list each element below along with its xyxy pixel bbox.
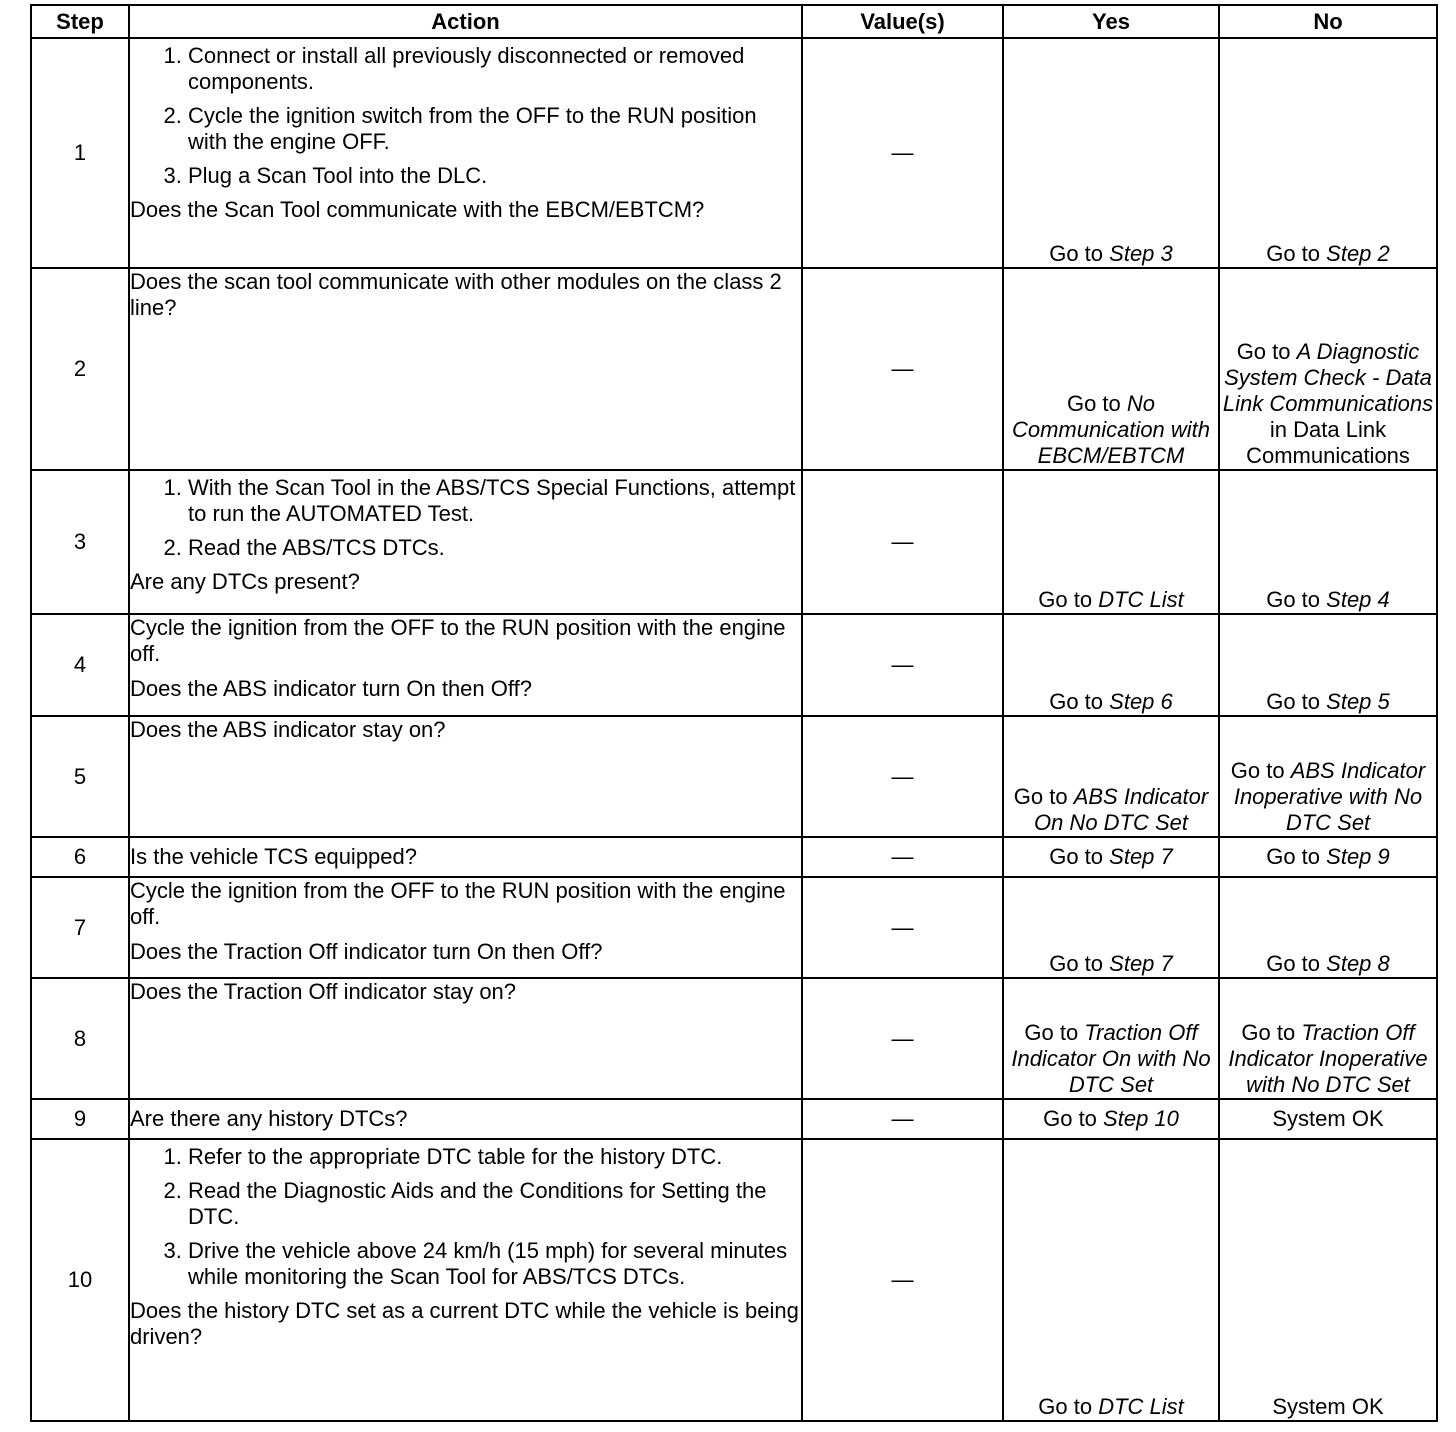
goto-label: Go to <box>1266 689 1321 714</box>
action-question: Is the vehicle TCS equipped? <box>130 844 417 869</box>
step-number: 2 <box>31 268 129 470</box>
goto-label: Go to <box>1066 391 1121 416</box>
yes-cell <box>1003 877 1219 978</box>
action-list <box>130 43 801 189</box>
action-item: 2. Cycle the ignition switch from the OFF to the RUN position with the engine OFF. <box>188 103 801 155</box>
yes-target: Step 10 <box>1103 1106 1179 1131</box>
step-number: 1 <box>31 38 129 268</box>
goto-label: Go to <box>1049 844 1104 869</box>
no-cell <box>1219 38 1437 268</box>
yes-cell <box>1003 268 1219 470</box>
table-row <box>31 1139 1437 1421</box>
action-lead: Cycle the ignition from the OFF to the RUN position with the engine off. <box>130 878 786 929</box>
action-item: 3. Drive the vehicle above 24 km/h (15 mph) for several minutes while monitoring the Scan Tool for ABS/TCS DTCs. <box>188 1238 801 1290</box>
yes-cell <box>1003 837 1219 877</box>
action-item: 1. Refer to the appropriate DTC table for the history DTC. <box>188 1144 801 1170</box>
no-cell: System OK <box>1219 1139 1437 1421</box>
value-cell: — <box>802 837 1003 877</box>
no-cell <box>1219 268 1437 470</box>
no-target: Step 4 <box>1326 587 1390 612</box>
no-target: Step 9 <box>1326 844 1390 869</box>
action-list <box>130 475 801 561</box>
step-number: 5 <box>31 716 129 837</box>
action-question: Does the history DTC set as a current DTC while the vehicle is being driven? <box>130 1298 799 1349</box>
action-cell <box>129 877 802 978</box>
table-row <box>31 614 1437 716</box>
diagnostic-table <box>30 4 1438 1422</box>
yes-cell <box>1003 470 1219 614</box>
step-number: 8 <box>31 978 129 1099</box>
action-question: Does the Traction Off indicator stay on? <box>130 979 517 1004</box>
header-row <box>31 5 1437 38</box>
no-target: ABS Indicator Inoperative with No DTC Set <box>1233 758 1426 835</box>
yes-cell <box>1003 1139 1219 1421</box>
no-target: A Diagnostic System Check - Data Link Communications <box>1222 339 1434 416</box>
header-no: No <box>1219 5 1437 38</box>
goto-label: Go to <box>1043 1106 1097 1131</box>
value-cell: — <box>802 268 1003 470</box>
goto-label: Go to <box>1266 951 1321 976</box>
goto-label: Go to <box>1049 689 1104 714</box>
goto-label: Go to <box>1266 587 1321 612</box>
step-number: 7 <box>31 877 129 978</box>
action-cell <box>129 268 802 470</box>
no-target: Step 2 <box>1326 241 1390 266</box>
action-cell <box>129 978 802 1099</box>
yes-target: No Communication with EBCM/EBTCM <box>1011 391 1211 468</box>
goto-label: Go to <box>1266 844 1321 869</box>
no-suffix: in Data Link Communications <box>1246 417 1410 468</box>
value-cell: — <box>802 470 1003 614</box>
yes-cell <box>1003 614 1219 716</box>
value-cell: — <box>802 38 1003 268</box>
goto-label: Go to <box>1038 587 1093 612</box>
action-item: 2. Read the Diagnostic Aids and the Conditions for Setting the DTC. <box>188 1178 801 1230</box>
goto-label: Go to <box>1266 241 1321 266</box>
action-item: 3. Plug a Scan Tool into the DLC. <box>188 163 801 189</box>
action-question: Are any DTCs present? <box>130 569 360 594</box>
step-number: 9 <box>31 1099 129 1139</box>
no-cell: System OK <box>1219 1099 1437 1139</box>
no-cell <box>1219 877 1437 978</box>
yes-target: Step 7 <box>1109 844 1173 869</box>
table-row <box>31 837 1437 877</box>
yes-target: ABS Indicator On No DTC Set <box>1033 784 1209 835</box>
yes-cell <box>1003 716 1219 837</box>
table-row <box>31 978 1437 1099</box>
yes-target: Step 6 <box>1109 689 1173 714</box>
goto-label: Go to <box>1038 1394 1093 1419</box>
no-target: Step 5 <box>1326 689 1390 714</box>
action-cell <box>129 1139 802 1421</box>
action-cell <box>129 837 802 877</box>
table-row <box>31 38 1437 268</box>
action-question: Does the scan tool communicate with other modules on the class 2 line? <box>130 269 782 320</box>
no-target: Traction Off Indicator Inoperative with No DTC Set <box>1228 1020 1428 1097</box>
yes-cell <box>1003 1099 1219 1139</box>
value-cell: — <box>802 614 1003 716</box>
no-cell <box>1219 614 1437 716</box>
action-cell <box>129 716 802 837</box>
step-number: 3 <box>31 470 129 614</box>
step-number: 4 <box>31 614 129 716</box>
action-question: Are there any history DTCs? <box>130 1106 408 1131</box>
goto-label: Go to <box>1236 339 1291 364</box>
action-question: Does the Traction Off indicator turn On then Off? <box>130 939 603 964</box>
action-question: Does the ABS indicator stay on? <box>130 717 446 742</box>
value-cell: — <box>802 877 1003 978</box>
yes-cell <box>1003 38 1219 268</box>
goto-label: Go to <box>1049 241 1104 266</box>
action-item: 1. Connect or install all previously disconnected or removed components. <box>188 43 801 95</box>
header-values: Value(s) <box>802 5 1003 38</box>
action-list <box>130 1144 801 1290</box>
table-row <box>31 470 1437 614</box>
goto-label: Go to <box>1241 1020 1296 1045</box>
table-row <box>31 1099 1437 1139</box>
action-cell <box>129 38 802 268</box>
goto-label: Go to <box>1230 758 1285 783</box>
yes-target: DTC List <box>1098 1394 1184 1419</box>
yes-target: Traction Off Indicator On with No DTC Set <box>1011 1020 1211 1097</box>
yes-cell <box>1003 978 1219 1099</box>
table-row <box>31 877 1437 978</box>
action-lead: Cycle the ignition from the OFF to the RUN position with the engine off. <box>130 615 786 666</box>
step-number: 10 <box>31 1139 129 1421</box>
goto-label: Go to <box>1049 951 1104 976</box>
value-cell: — <box>802 716 1003 837</box>
header-yes: Yes <box>1003 5 1219 38</box>
goto-label: Go to <box>1024 1020 1079 1045</box>
table-row <box>31 716 1437 837</box>
action-cell <box>129 1099 802 1139</box>
action-item: 2. Read the ABS/TCS DTCs. <box>188 535 801 561</box>
no-cell <box>1219 837 1437 877</box>
goto-label: Go to <box>1013 784 1068 809</box>
no-cell <box>1219 716 1437 837</box>
step-number: 6 <box>31 837 129 877</box>
no-target: Step 8 <box>1326 951 1390 976</box>
header-action: Action <box>129 5 802 38</box>
value-cell: — <box>802 1139 1003 1421</box>
no-cell <box>1219 978 1437 1099</box>
no-cell <box>1219 470 1437 614</box>
action-cell <box>129 614 802 716</box>
value-cell: — <box>802 978 1003 1099</box>
yes-target: Step 7 <box>1109 951 1173 976</box>
value-cell: — <box>802 1099 1003 1139</box>
table-row <box>31 268 1437 470</box>
action-question: Does the Scan Tool communicate with the EBCM/EBTCM? <box>130 197 705 222</box>
action-question: Does the ABS indicator turn On then Off? <box>130 676 532 701</box>
yes-target: DTC List <box>1098 587 1184 612</box>
action-item: 1. With the Scan Tool in the ABS/TCS Special Functions, attempt to run the AUTOMATED Test. <box>188 475 801 527</box>
action-cell <box>129 470 802 614</box>
header-step: Step <box>31 5 129 38</box>
yes-target: Step 3 <box>1109 241 1173 266</box>
